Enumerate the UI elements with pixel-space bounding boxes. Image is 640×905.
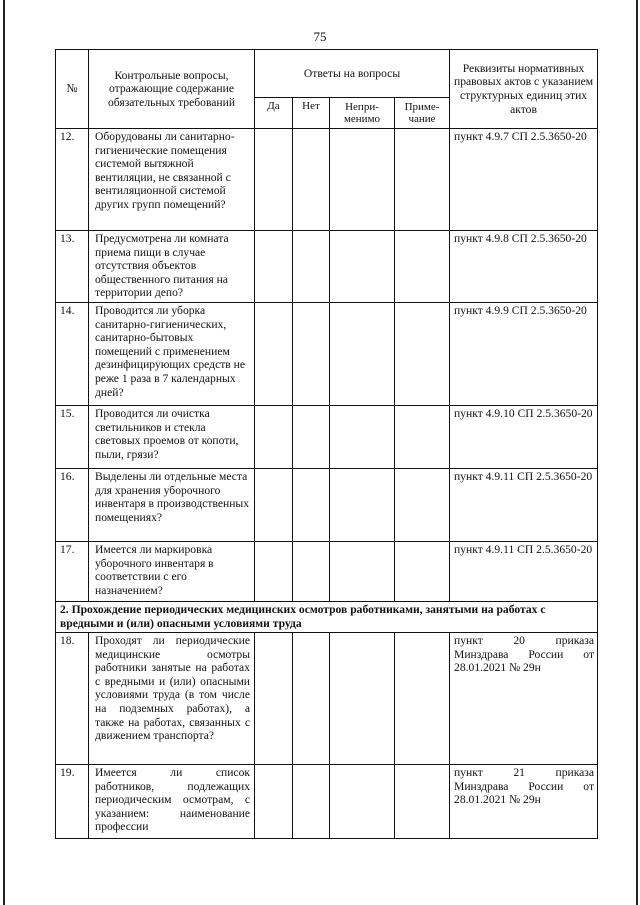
answer-na-cell (330, 406, 395, 469)
answer-yes-cell (255, 542, 293, 602)
header-answers: Ответы на вопросы (255, 50, 450, 98)
row-question: Оборудованы ли санитарно-гигиенические помещения системой вытяжной вентиляции, не связанной с вентиляционной системой других групп помещений? (89, 129, 255, 231)
table-row (56, 406, 598, 469)
table-row (56, 469, 598, 542)
row-reference: пункт 4.9.11 СП 2.5.3650-20 (450, 542, 598, 602)
row-reference: пункт 4.9.7 СП 2.5.3650-20 (450, 129, 598, 231)
row-number: 17. (56, 542, 89, 602)
row-reference: пункт 21 приказа Минздрава России от 28.01.2021 № 29н (450, 765, 598, 839)
table-row (56, 129, 598, 231)
answer-note-cell (395, 129, 450, 231)
answer-no-cell (293, 406, 330, 469)
header-yes: Да (255, 98, 293, 129)
answer-na-cell (330, 633, 395, 765)
header-row (56, 50, 598, 98)
answer-no-cell (293, 542, 330, 602)
row-number: 19. (56, 765, 89, 839)
row-question: Имеется ли маркировка уборочного инвентаря в соответствии с его назначением? (89, 542, 255, 602)
table-row (56, 633, 598, 765)
row-number: 18. (56, 633, 89, 765)
header-note: Приме-чание (395, 98, 450, 129)
answer-na-cell (330, 129, 395, 231)
section-heading-row (56, 602, 598, 633)
row-reference: пункт 20 приказа Минздрава России от 28.01.2021 № 29н (450, 633, 598, 765)
answer-no-cell (293, 129, 330, 231)
row-number: 13. (56, 231, 89, 303)
header-questions: Контрольные вопросы, отражающие содержание обязательных требований (89, 50, 255, 129)
requirements-table (55, 49, 597, 839)
answer-yes-cell (255, 303, 293, 406)
table-row (56, 765, 598, 839)
answer-note-cell (395, 469, 450, 542)
scan-edge-left (3, 0, 5, 905)
answer-no-cell (293, 231, 330, 303)
row-question: Предусмотрена ли комната приема пищи в случае отсутствия объектов общественного питания на территории депо? (89, 231, 255, 303)
section-heading: 2. Прохождение периодических медицинских осмотров работниками, занятыми на работах с вредными и (или) опасными условиями труда (56, 602, 598, 633)
answer-na-cell (330, 303, 395, 406)
answer-yes-cell (255, 129, 293, 231)
row-number: 15. (56, 406, 89, 469)
table-row (56, 231, 598, 303)
row-question: Проводится ли очистка светильников и стекла световых проемов от копоти, пыли, грязи? (89, 406, 255, 469)
answer-note-cell (395, 406, 450, 469)
row-reference: пункт 4.9.8 СП 2.5.3650-20 (450, 231, 598, 303)
scan-edge-right (636, 0, 638, 905)
header-not-applicable: Непри-менимо (330, 98, 395, 129)
answer-na-cell (330, 231, 395, 303)
row-question: Имеется ли список работников, подлежащих периодическим осмотрам, с указанием: наименование профессии (89, 765, 255, 839)
answer-yes-cell (255, 406, 293, 469)
row-reference: пункт 4.9.9 СП 2.5.3650-20 (450, 303, 598, 406)
row-question: Проходят ли периодические медицинские осмотры работники занятые на работах с вредными и (или) опасными условиями труда (в том числе на подземных работах), а также на работах, связанных с движением транспорта? (89, 633, 255, 765)
row-number: 16. (56, 469, 89, 542)
row-number: 12. (56, 129, 89, 231)
answer-no-cell (293, 303, 330, 406)
header-no: Нет (293, 98, 330, 129)
answer-note-cell (395, 633, 450, 765)
row-question: Проводится ли уборка санитарно-гигиенических, санитарно-бытовых помещений с применением дезинфицирующих средств не реже 1 раза в 7 календарных дней? (89, 303, 255, 406)
answer-no-cell (293, 765, 330, 839)
answer-na-cell (330, 469, 395, 542)
answer-yes-cell (255, 765, 293, 839)
answer-note-cell (395, 231, 450, 303)
answer-yes-cell (255, 633, 293, 765)
answer-note-cell (395, 303, 450, 406)
table-row (56, 303, 598, 406)
header-references: Реквизиты нормативных правовых актов с указанием структурных единиц этих актов (450, 50, 598, 129)
row-reference: пункт 4.9.11 СП 2.5.3650-20 (450, 469, 598, 542)
answer-na-cell (330, 765, 395, 839)
answer-no-cell (293, 633, 330, 765)
answer-na-cell (330, 542, 395, 602)
answer-yes-cell (255, 469, 293, 542)
row-reference: пункт 4.9.10 СП 2.5.3650-20 (450, 406, 598, 469)
answer-yes-cell (255, 231, 293, 303)
answer-note-cell (395, 542, 450, 602)
row-question: Выделены ли отдельные места для хранения уборочного инвентаря в производственных помещениях? (89, 469, 255, 542)
table-row (56, 542, 598, 602)
header-number: № (56, 50, 89, 129)
row-number: 14. (56, 303, 89, 406)
page-number: 75 (313, 29, 327, 44)
answer-note-cell (395, 765, 450, 839)
answer-no-cell (293, 469, 330, 542)
